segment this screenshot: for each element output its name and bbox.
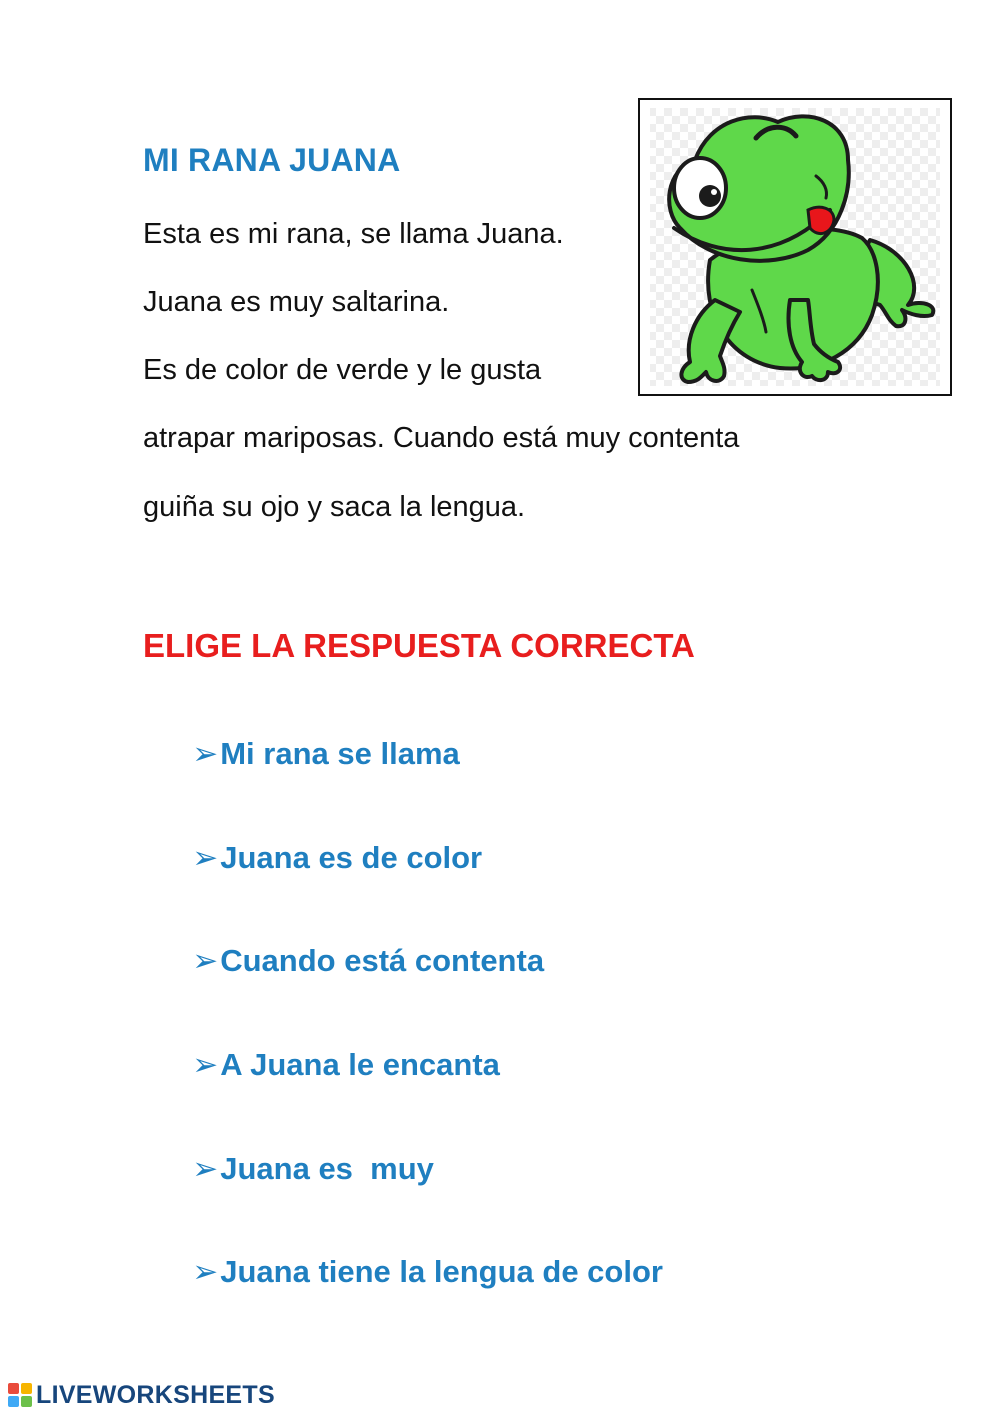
story-line-4: atrapar mariposas. Cuando está muy contenta: [143, 422, 740, 454]
question-text: Juana tiene la lengua de color: [220, 1254, 663, 1289]
story-line-2: Juana es muy saltarina.: [143, 286, 450, 318]
arrow-bullet-icon: ➢: [192, 943, 219, 978]
frog-image-frame: [638, 98, 952, 396]
arrow-bullet-icon: ➢: [192, 1047, 219, 1082]
question-3[interactable]: [175, 907, 544, 979]
question-text: Juana es de color: [220, 840, 483, 875]
question-text: Cuando está contenta: [220, 943, 545, 978]
arrow-bullet-icon: ➢: [192, 1151, 219, 1186]
story-line-1: Esta es mi rana, se llama Juana.: [143, 218, 564, 250]
question-1[interactable]: [175, 700, 460, 772]
liveworksheets-logo[interactable]: [8, 1382, 275, 1408]
exercise-title: ELIGE LA RESPUESTA CORRECTA: [143, 627, 695, 664]
question-2[interactable]: [175, 804, 482, 876]
frog-icon: [640, 100, 950, 394]
logo-blocks-icon: [8, 1383, 32, 1407]
arrow-bullet-icon: ➢: [192, 1254, 219, 1289]
question-text: A Juana le encanta: [220, 1047, 500, 1082]
story-line-5: guiña su ojo y saca la lengua.: [143, 491, 526, 523]
worksheet-title: MI RANA JUANA: [143, 142, 401, 178]
story-line-3: Es de color de verde y le gusta: [143, 354, 542, 386]
arrow-bullet-icon: ➢: [192, 840, 219, 875]
question-text: Mi rana se llama: [220, 736, 460, 771]
brand-name: LIVEWORKSHEETS: [36, 1380, 275, 1409]
question-text: Juana es muy: [220, 1151, 434, 1186]
arrow-bullet-icon: ➢: [192, 736, 219, 771]
question-5[interactable]: [175, 1115, 434, 1187]
question-4[interactable]: [175, 1011, 500, 1083]
question-6[interactable]: [175, 1218, 663, 1290]
